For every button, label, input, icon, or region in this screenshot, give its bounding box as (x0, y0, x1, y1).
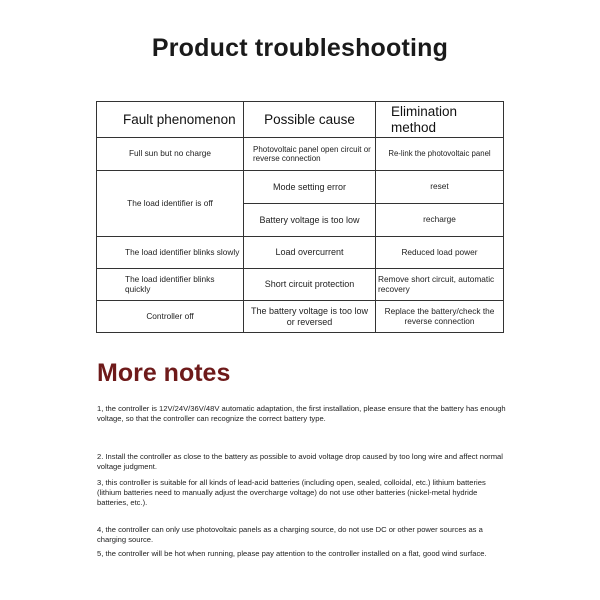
header-fault: Fault phenomenon (97, 102, 244, 138)
note-item: 5, the controller will be hot when running, please pay attention to the controller installed on a flat, good wind surface. (97, 549, 487, 558)
header-method: Elimination method (376, 102, 504, 138)
fault-cell: Full sun but no charge (97, 138, 244, 171)
header-cause: Possible cause (244, 102, 376, 138)
note-item: 4, the controller can only use photovoltaic panels as a charging source, do not use DC or other power sources as a charging source. (97, 525, 483, 544)
fault-cell: The load identifier is off (97, 171, 244, 237)
fault-cell: The load identifier blinks slowly (97, 237, 244, 269)
cause-cell: Photovoltaic panel open circuit or reverse connection (244, 138, 376, 171)
method-cell: Replace the battery/check the reverse connection (376, 301, 504, 333)
note-item: 3, this controller is suitable for all kinds of lead-acid batteries (including open, sealed, colloidal, etc.) lithium batteries (lithium batteries need to manually adjust the overcharge voltage) do not use other batteries (nickel-metal hydride batteries, etc.). (97, 478, 486, 507)
method-cell: reset (376, 171, 504, 204)
page-title: Product troubleshooting (151, 34, 449, 62)
cause-cell: Battery voltage is too low (244, 204, 376, 237)
method-cell: Remove short circuit, automatic recovery (376, 269, 504, 301)
table-header-row (97, 102, 504, 138)
cause-cell: Load overcurrent (244, 237, 376, 269)
table-row (97, 301, 504, 333)
cause-cell: The battery voltage is too low or reversed (244, 301, 376, 333)
table-row (97, 138, 504, 171)
table-row (97, 269, 504, 301)
table-row (97, 237, 504, 269)
method-cell: recharge (376, 204, 504, 237)
troubleshooting-table (96, 101, 504, 333)
cause-cell: Mode setting error (244, 171, 376, 204)
method-cell: Re-link the photovoltaic panel (376, 138, 504, 171)
note-item: 2. Install the controller as close to the battery as possible to avoid voltage drop caused by too long wire and affect normal voltage judgment. (97, 452, 503, 471)
cause-cell: Short circuit protection (244, 269, 376, 301)
notes-title: More notes (97, 359, 231, 387)
method-cell: Reduced load power (376, 237, 504, 269)
fault-cell: The load identifier blinks quickly (97, 269, 244, 301)
table-row (97, 171, 504, 204)
note-item: 1, the controller is 12V/24V/36V/48V automatic adaptation, the first installation, please ensure that the battery has enough voltage, so that the controller can recognize the correct battery type. (97, 404, 506, 423)
fault-cell: Controller off (97, 301, 244, 333)
